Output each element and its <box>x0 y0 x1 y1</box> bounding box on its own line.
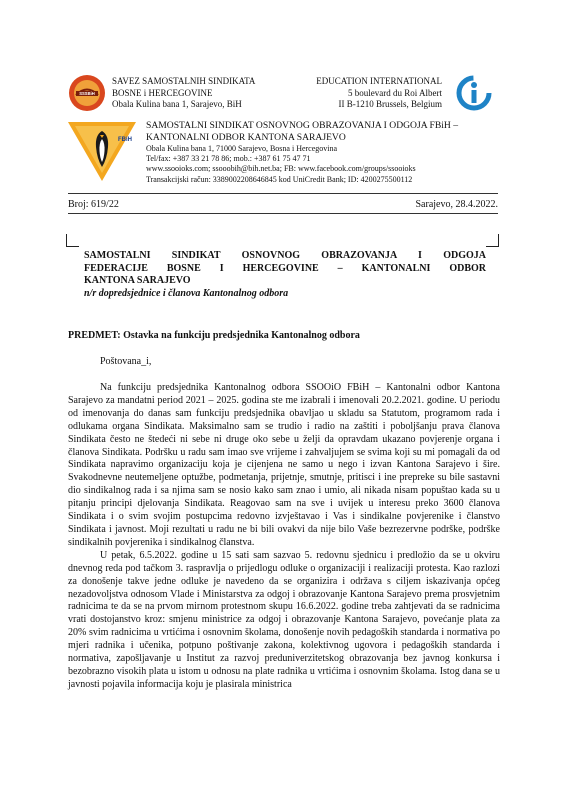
ei-info <box>290 76 442 111</box>
union-country: BOSNE i HERCEGOVINE <box>112 87 213 98</box>
org-logo-icon <box>66 119 138 183</box>
subject-label: PREDMET: <box>68 330 121 341</box>
union-logo <box>68 74 106 112</box>
recipient-line-1: SAMOSTALNI SINDIKAT OSNOVNOG OBRAZOVANJA I ODGOJA <box>84 250 486 261</box>
recipient-block <box>84 250 486 300</box>
ei-name: EDUCATION INTERNATIONAL <box>316 76 442 86</box>
union-info <box>112 76 302 111</box>
org-account: Transakcijski račun: 3389002208646845 kod UniCredit Bank; ID: 4200275500112 <box>146 174 413 184</box>
svg-text:SSSBiH: SSSBiH <box>79 91 95 96</box>
ei-logo <box>456 74 492 112</box>
document-number: Broj: 619/22 <box>68 199 119 210</box>
org-address: Obala Kulina bana 1, 71000 Sarajevo, Bosna i Hercegovina <box>146 144 338 153</box>
body-paragraph-2: U petak, 6.5.2022. godine u 15 sati sam sazvao 5. redovnu sjednicu i predložio da se u okviru dnevnog reda pod tačkom 3. raspravlja o prijedlogu odluke o organizaciji i realizaciji protesta. Kao razlozi za donošenje takve jedne odluke je navedeno da se organizira i održava s ciljem iskazivanja općeg nezadovoljstva odnosom Vlade i Ministarstva za odgoj i obrazovanje Kantona Sarajevo prema prosvjetnim radnicima te da se na prvom mirnom protestnom skupu 16.6.2022. godine treba zahtjevati da se radnicima vrati dostojanstvo kroz: smjenu ministrice za odgoj i obrazovanje Kantona Sarajevo, povećanje plata za 20% svim radnicima u vrtićima i osnovnim školama, donošenje novih pedagoških standarda i normativa po mjeri radnika i učenika, potpuno poštivanje zakona, kolektivnog ugovora i pedagoških standarda i normativa, zapošljavanje u Institut za razvoj preduniverzitetskog obrazovanja bez javnog konkursa i bezobrazno visokih plata u istom u odnosu na plate radnika u vrtićima i osnovnim školama. Istog dana se u javnosti pojavila informacija koju je plasirala ministrica <box>68 549 500 690</box>
org-title-2: KANTONALNI ODBOR KANTONA SARAJEVO <box>146 132 346 143</box>
subject-line <box>68 330 498 343</box>
union-address: Obala Kulina bana 1, Sarajevo, BiH <box>112 99 242 109</box>
org-logo <box>66 119 138 183</box>
address-corner-right <box>486 234 499 247</box>
body-paragraph-1: Na funkciju predsjednika Kantonalnog odbora SSOOiO FBiH – Kantonalni odbor Kantona Sarajevo za mandatni period 2021 – 2025. godina ste me izabrali i imenovali 20.2.2021. godine. U periodu od imenovanja do danas sam funkciju predsjednika obavljao u skladu sa Statutom, programom rada i odlukama organa Sindikata. Maksimalno sam se trudio i radio na zaštiti i poboljšanju prava članova Sindikata često ne štedeći ni sebe ni druge oko sebe u želji da opravdam ukazano povjerenje organa i članova Sindikata. Podršku u radu sam imao sve vrijeme i zahvaljujem se svima koji su mi pomagali da od Sindikata napravimo organizaciju koja je cijenjena ne samo u nego i izvan Kantona Sarajevo i šire. Svakodnevne neutemeljene optužbe, podmetanja, prijetnje, smutnje, pritisci i ine prepreke su bile sastavni dio sindikalnog rada i sa njima sam se nosio kako sam znao i umio, ali nikada nisam popuštao kada su u pitanju principi djelovanja Sindikata. Reagovao sam na sve i uvijek u interesu preko 3600 članova Sindikata i o svim svojim postupcima redovno izvještavao i Vas i sindikalne povjerenike i članstvo Sindikata i javnost. Moji rezultati u radu ne bi bili ovakvi da nije bilo Vaše bezrezervne podrške, podrške sindikalnih povjerenika i sindikalnog članstva. <box>68 382 500 548</box>
recipient-line-3: KANTONA SARAJEVO <box>84 275 191 286</box>
address-corner-left <box>66 234 79 247</box>
ei-logo-icon <box>456 74 492 112</box>
ei-city: II B-1210 Brussels, Belgium <box>338 99 442 109</box>
meta-divider <box>68 213 498 214</box>
svg-text:FBiH: FBiH <box>118 137 132 143</box>
recipient-line-2: FEDERACIJE BOSNE I HERCEGOVINE – KANTONALNI ODBOR <box>84 262 486 274</box>
document-date: Sarajevo, 28.4.2022. <box>415 199 498 210</box>
recipient-attention: n/r dopredsjednice i članova Kantonalnog odbora <box>84 287 289 299</box>
org-web: www.ssooioks.com; ssooobih@bih.net.ba; FB: www.facebook.com/groups/ssooioks <box>146 164 416 174</box>
header-divider <box>68 193 498 194</box>
org-phone: Tel/fax: +387 33 21 78 86; mob.: +387 61 75 47 71 <box>146 154 311 164</box>
union-name: SAVEZ SAMOSTALNIH SINDIKATA <box>112 76 256 86</box>
org-title-1: SAMOSTALNI SINDIKAT OSNOVNOG OBRAZOVANJA I ODGOJA FBiH – <box>146 120 459 131</box>
union-logo-icon <box>68 74 106 112</box>
letter-body <box>68 382 500 692</box>
subject-text: Ostavka na funkciju predsjednika Kantonalnog odbora <box>120 330 360 341</box>
ei-street: 5 boulevard du Roi Albert <box>348 87 442 98</box>
greeting: Poštovana_i, <box>100 356 152 367</box>
org-info <box>146 120 506 185</box>
